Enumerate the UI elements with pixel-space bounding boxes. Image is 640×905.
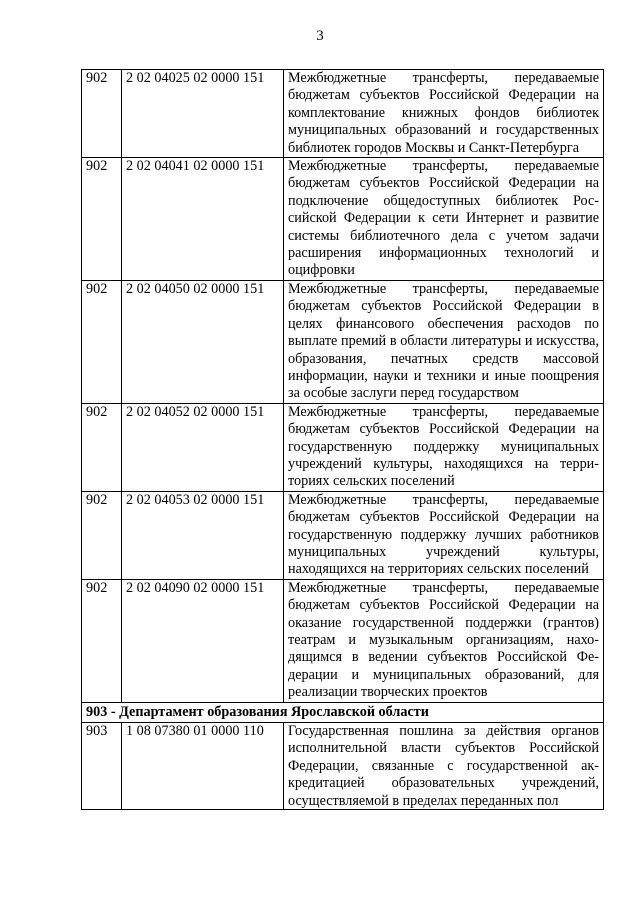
description-cell: Межбюджетные трансферты, передаваемые бюджетам субъектов Российской Федерации на государственную поддержку лучших работников муниципальных учреждений культуры, находящихся на территориях сельских поселений [284, 491, 604, 579]
section-header: 903 - Департамент образования Ярославской области [82, 702, 604, 722]
table-row [82, 403, 604, 491]
description-text: Государственная пошлина за действия органов исполнительной власти субъектов Российской Федерации, связанные с государственной аккредитацией образовательных учреждений, осуществляемой в пределах переданных пол [288, 723, 599, 809]
budget-code-cell: 2 02 04090 02 0000 151 [122, 579, 284, 702]
budget-code-cell: 2 02 04053 02 0000 151 [122, 491, 284, 579]
description-cell: Межбюджетные трансферты, передаваемые бюджетам субъектов Российской Федерации на комплектование книжных фондов библиотек муниципальных образований и государственных библиотек городов Москвы и Санкт-Петербурга [284, 70, 604, 158]
budget-code-cell: 2 02 04025 02 0000 151 [122, 70, 284, 158]
admin-code-cell: 902 [82, 158, 122, 281]
budget-code-cell: 2 02 04052 02 0000 151 [122, 403, 284, 491]
budget-code-cell: 2 02 04041 02 0000 151 [122, 158, 284, 281]
page-number: 3 [316, 28, 324, 44]
admin-code-cell: 902 [82, 579, 122, 702]
section-header-row [82, 702, 604, 722]
table-row [82, 491, 604, 579]
description-cell-truncated [284, 723, 604, 810]
table-row [82, 280, 604, 403]
admin-code-cell: 902 [82, 280, 122, 403]
table-row [82, 70, 604, 158]
budget-codes-table [81, 69, 604, 810]
table-row [82, 579, 604, 702]
table-row [82, 723, 604, 810]
description-cell: Межбюджетные трансферты, передаваемые бюджетам субъектов Российской Федерации на подключение общедоступных библиотек Российской Федерации к сети Интернет и развитие системы библиотечного дела с учетом задачи расширения информационных технологий и оцифровки [284, 158, 604, 281]
budget-code-cell: 2 02 04050 02 0000 151 [122, 280, 284, 403]
table-row [82, 158, 604, 281]
admin-code-cell: 903 [82, 723, 122, 810]
budget-code-cell: 1 08 07380 01 0000 110 [122, 723, 284, 810]
description-cell: Межбюджетные трансферты, передаваемые бюджетам субъектов Российской Федерации на государственную поддержку муниципальных учреждений культуры, находящихся на территориях сельских поселений [284, 403, 604, 491]
admin-code-cell: 902 [82, 70, 122, 158]
description-cell: Межбюджетные трансферты, передаваемые бюджетам субъектов Российской Федерации на оказание государственной поддержки (грантов) театрам и музыкальным организациям, находящимся в ведении субъектов Российской Федерации и муниципальных образований, для реализации творческих проектов [284, 579, 604, 702]
admin-code-cell: 902 [82, 403, 122, 491]
description-cell: Межбюджетные трансферты, передаваемые бюджетам субъектов Российской Федерации в целях финансового обеспечения расходов по выплате премий в области литературы и искусства, образования, печатных средств массовой информации, науки и техники и иные поощрения за особые заслуги перед государством [284, 280, 604, 403]
admin-code-cell: 902 [82, 491, 122, 579]
